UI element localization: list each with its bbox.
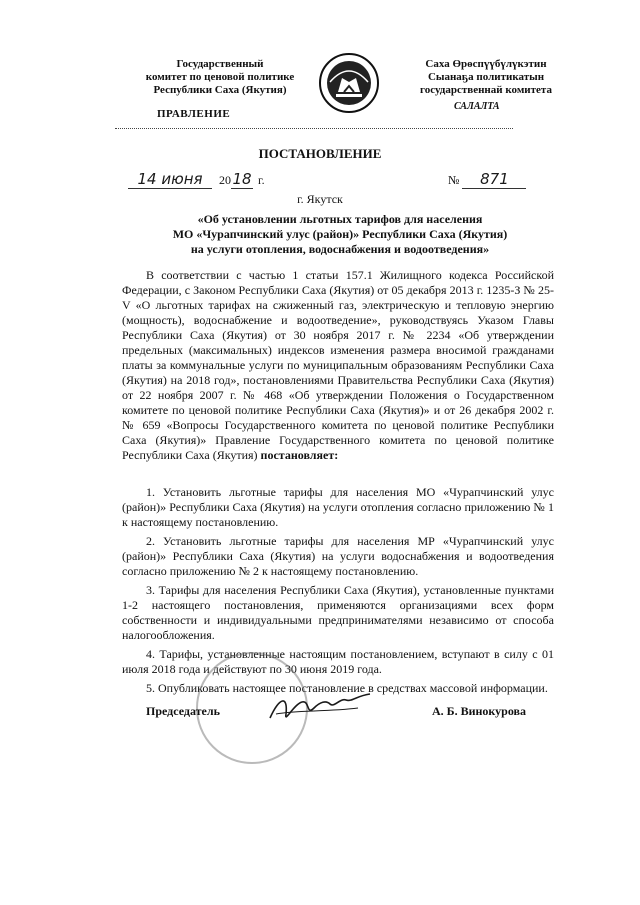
list-item: 3. Тарифы для населения Республики Саха (Якутия), установленные пунктами 1-2 настоящего постановления, применяются организациями всех форм собственности и индивидуальными предпринимателями независимо от способа налогообложения. <box>122 583 554 642</box>
preamble-text: В соответствии с частью 1 статьи 157.1 Жилищного кодекса Российской Федерации, с Законом Республики Саха (Якутия) от 05 декабря 2013 г. 1235-З № 25-V «О льготных тарифах на сжиженный газ, электрическую и тепловую энергию (мощность), водоснабжение и водоотведение», руководствуясь Указом Главы Республики Саха (Якутия) от 30 ноября 2017 г. № 2234 «Об утверждении предельных (максимальных) индексов изменения размера вносимой гражданами платы за коммунальные услуги по муниципальным образованиям Республики Саха (Якутия) на 2018 год», постановлениями Правительства Республики Саха (Якутия) от 22 ноября 2007 г. № 468 «Об утверждении Положения о Государственном комитете по ценовой политике Республики Саха (Якутия)» и от 26 декабря 2002 г. № 659 «Вопросы Государственного комитета по ценовой политике Республики Саха (Якутия)» Правление Государственного комитета по ценовой политике Республики Саха (Якутия) <box>122 268 554 462</box>
header-left-sub: ПРАВЛЕНИЕ <box>157 108 231 120</box>
preamble-resolves: постановляет: <box>260 448 339 462</box>
resolution-items <box>122 485 554 696</box>
date-day: 14 июня <box>128 170 212 189</box>
date-block <box>128 170 328 189</box>
number-sign: № <box>448 173 460 187</box>
header-right-line: Сыанаҕа политикатын <box>427 71 545 83</box>
document-title <box>150 212 530 257</box>
document-number <box>448 170 526 189</box>
handwritten-signature <box>266 690 376 730</box>
title-line: МО «Чурапчинский улус (район)» Республики Саха (Якутия) <box>172 227 508 241</box>
city: г. Якутск <box>297 192 343 206</box>
number-value: 871 <box>462 170 526 189</box>
title-line: на услуги отопления, водоснабжения и водоотведения» <box>190 242 490 256</box>
list-item: 1. Установить льготные тарифы для населения МО «Чурапчинский улус (район)» Республики Саха (Якутия) на услуги отопления согласно приложению № 1 к настоящему постановлению. <box>122 485 554 529</box>
date-year-prefix: 20 <box>219 173 231 187</box>
list-item: 2. Установить льготные тарифы для населения МР «Чурапчинский улус (район)» Республики Саха (Якутия) на услуги водоснабжения и водоотведения согласно приложению № 2 к настоящему постановлению. <box>122 534 554 578</box>
header-right-line: государственнай комитета <box>420 84 552 96</box>
document-type: ПОСТАНОВЛЕНИЕ <box>258 146 382 161</box>
list-item: 4. Тарифы, установленные настоящим постановлением, вступают в силу с 01 июля 2018 года и действуют по 30 июня 2019 года. <box>122 647 554 676</box>
header-left-line: Государственный <box>176 58 264 70</box>
date-year-suffix: 18 <box>232 170 252 188</box>
header-left-line: комитет по ценовой политике <box>145 71 295 83</box>
header-right-line: Саха Өрөспүүбүлүкэтин <box>425 58 547 70</box>
coat-of-arms-emblem <box>318 52 380 114</box>
list-item: 5. Опубликовать настоящее постановление в средствах массовой информации. <box>146 681 548 695</box>
date-year-g: г. <box>258 173 265 187</box>
signer-role: Председатель <box>146 704 220 718</box>
header-right <box>386 58 586 97</box>
preamble <box>122 268 554 463</box>
header-divider <box>115 128 513 129</box>
header-left <box>120 58 320 97</box>
header-right-sub: САЛАЛТА <box>454 101 500 112</box>
title-line: «Об установлении льготных тарифов для населения <box>197 212 483 226</box>
header-left-line: Республики Саха (Якутия) <box>153 84 287 96</box>
signer-name: А. Б. Винокурова <box>432 704 527 718</box>
